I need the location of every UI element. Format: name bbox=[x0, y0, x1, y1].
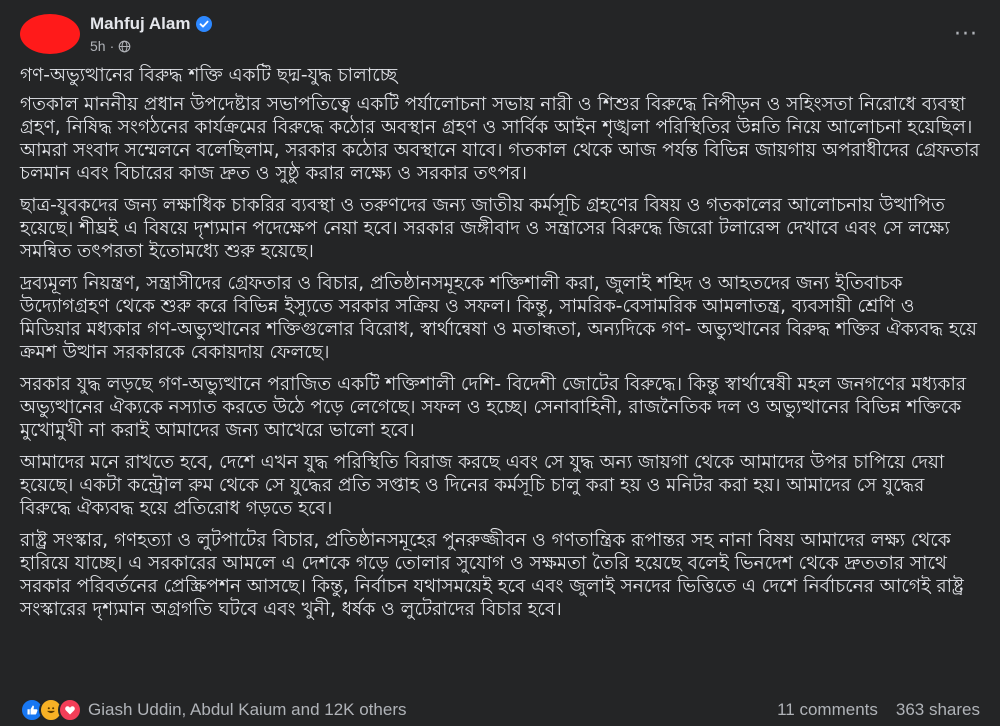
post-paragraph: রাষ্ট্র সংস্কার, গণহত্যা ও লুটপাটের বিচার, প্রতিষ্ঠানসমূহের পুনরুজ্জীবন ও গণতান্ত্রিক রূপান্তর সহ নানা বিষয় আমাদের লক্ষ্য থেকে হারিয়ে যাচ্ছে। এ সরকারের আমলে এ দেশকে গড়ে তোলার সুযোগ ও সক্ষমতা তৈরি হয়েছে বলেই ভিনদেশ থেকে দ্রুততার সাথে সরকার পরিবর্তনের প্রেস্ক্রিপশন আসছে। কিন্তু, নির্বাচন যথাসময়েই হবে এবং জুলাই সনদের ভিত্তিতে এ দেশে নির্বাচনের আগেই রাষ্ট্র সংস্কারের দৃশ্যমান অগ্রগতি ঘটবে এবং খুনী, ধর্ষক ও লুটেরাদের বিচার হবে। bbox=[20, 530, 964, 620]
engagement-counts bbox=[777, 700, 980, 720]
post-paragraph: আমাদের মনে রাখতে হবে, দেশে এখন যুদ্ধ পরিস্থিতি বিরাজ করছে এবং সে যুদ্ধ অন্য জায়গা থেকে আমাদের উপর চাপিয়ে দেয়া হয়েছে। একটা কন্ট্রোল রুম থেকে সে যুদ্ধের প্রতি সপ্তাহ ও দিনের কর্মসূচি চালু করা হয় ও মনিটর করা হয়। আমাদের সে যুদ্ধের বিরুদ্ধে ঐক্যবদ্ধ হয়ে প্রতিরোধ গড়তে হবে। bbox=[20, 452, 945, 519]
post-paragraph: গতকাল মাননীয় প্রধান উপদেষ্টার সভাপতিত্বে একটি পর্যালোচনা সভায় নারী ও শিশুর বিরুদ্ধে নিপীড়ন ও সহিংসতা নিরোধে ব্যবস্থা গ্রহণ, নিষিদ্ধ সংগঠনের কার্যক্রমের বিরুদ্ধে কঠোর অবস্থান গ্রহণ ও সার্বিক আইন শৃঙ্খলা পরিস্থিতির উন্নতি নিয়ে আলোচনা হয়েছিল। আমরা সংবাদ সম্মেলনে বলেছিলাম, সরকার কঠোর অবস্থানে যাবে। গতকাল থেকে আজ পর্যন্ত বিভিন্ন জায়গায় অপরাধীদের গ্রেফতার চলমান এবং বিচারের কাজ দ্রুত ও সুষ্ঠু করার লক্ষ্যে ও সরকার তৎপর। bbox=[20, 94, 980, 184]
author-row bbox=[90, 14, 212, 34]
post-body bbox=[20, 64, 980, 630]
post-paragraph: দ্রব্যমূল্য নিয়ন্ত্রণ, সন্ত্রাসীদের গ্রেফতার ও বিচার, প্রতিষ্ঠানসমূহকে শক্তিশালী করা, জুলাই শহিদ ও আহতদের জন্য ইতিবাচক উদ্যোগগ্রহণ থেকে শুরু করে বিভিন্ন ইস্যুতে সরকার সক্রিয় ও সফল। কিন্তু, সামরিক-বেসামরিক আমলাতন্ত্র, ব্যবসায়ী শ্রেণি ও মিডিয়ার মধ্যকার গণ-অভ্যুত্থানের শক্তিগুলোর বিরোধ, স্বার্থান্বেষা ও মতান্ধতা, অন্যদিকে গণ- অভ্যুত্থানের বিরুদ্ধ শক্তির ঐক্যবদ্ধ হয়ে ক্রমশ উত্থান সরকারকে বেকায়দায় ফেলছে। bbox=[20, 273, 977, 363]
post-header bbox=[20, 12, 980, 60]
meta-separator: · bbox=[109, 38, 115, 54]
post-paragraph: সরকার যুদ্ধ লড়ছে গণ-অভ্যুত্থানে পরাজিত একটি শক্তিশালী দেশি- বিদেশী জোটের বিরুদ্ধে। কিন্তু স্বার্থান্বেষী মহল জনগণের মধ্যকার অভ্যুত্থানের ঐক্যকে নস্যাত করতে উঠে পড়ে লেগেছে। সফল ও হচ্ছে। সেনাবাহিনী, রাজনৈতিক দল ও অভ্যুত্থানের বিভিন্ন শক্তিকে মুখোমুখী না করাই আমাদের জন্য আখেরে ভালো হবে। bbox=[20, 374, 967, 441]
author-name[interactable]: Mahfuj Alam bbox=[90, 14, 191, 33]
post-footer bbox=[0, 694, 1000, 726]
globe-icon bbox=[118, 40, 131, 53]
love-reaction-icon bbox=[58, 698, 82, 722]
comments-count[interactable]: 11 comments bbox=[777, 700, 878, 719]
reactors-text[interactable]: Giash Uddin, Abdul Kaium and 12K others bbox=[88, 700, 407, 719]
more-options-button[interactable]: ··· bbox=[954, 21, 978, 47]
shares-count[interactable]: 363 shares bbox=[895, 700, 980, 719]
reactions-summary[interactable] bbox=[20, 698, 406, 722]
avatar[interactable] bbox=[20, 14, 80, 54]
post-meta bbox=[90, 38, 131, 54]
post-title: গণ-অভ্যুত্থানের বিরুদ্ধ শক্তি একটি ছদ্ম-যুদ্ধ চালাচ্ছে bbox=[20, 65, 398, 86]
verified-badge-icon bbox=[196, 16, 212, 32]
post-paragraph: ছাত্র-যুবকদের জন্য লক্ষাধিক চাকরির ব্যবস্থা ও তরুণদের জন্য জাতীয় কর্মসূচি গ্রহণের বিষয় ও গতকালের আলোচনায় উত্থাপিত হয়েছে। শীঘ্রই এ বিষয়ে দৃশ্যমান পদেক্ষেপ নেয়া হবে। সরকার জঙ্গীবাদ ও সন্ত্রাসের বিরুদ্ধে জিরো টলারেন্স দেখাবে এবং সে লক্ষ্যে সমন্বিত তৎপরতা ইতোমধ্যে শুরু হয়েছে। bbox=[20, 195, 950, 262]
post-timestamp[interactable]: 5h bbox=[90, 38, 106, 54]
